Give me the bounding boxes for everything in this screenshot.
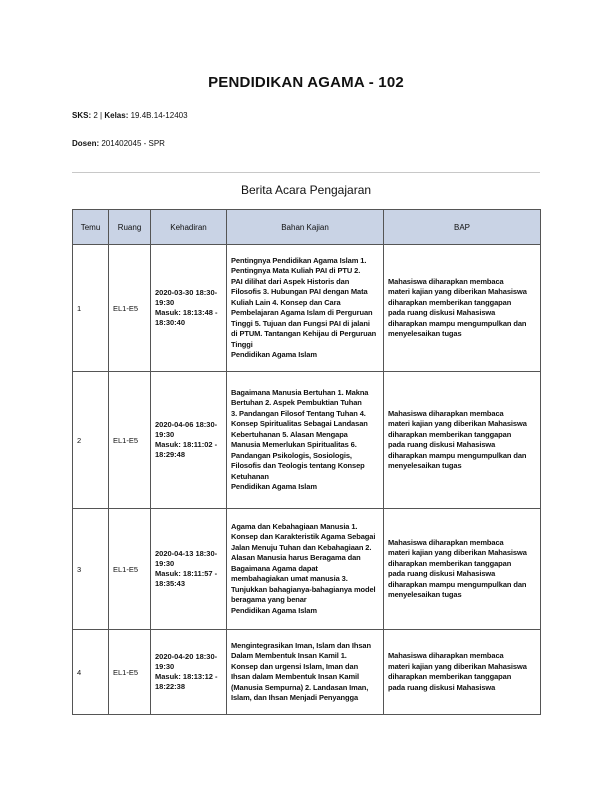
cell-ruang: EL1-E5 [109,630,151,715]
bahan-line: Tunjukkan bahagianya-bahagianya model [231,584,376,594]
course-meta [72,111,188,120]
bahan-line: Filosofis 3. Hubungan PAI dengan Mata [231,287,368,296]
dosen-label: Dosen: [72,139,100,148]
bahan-line: Islam, dan Ihsan Menjadi Penyangga [231,693,359,702]
bahan-line: Bertuhan 2. Aspek Pembuktian Tuhan [231,398,362,407]
bap-line: diharapkan memberikan tanggapan [388,297,512,307]
header-bahan-kajian: Bahan Kajian [227,210,384,245]
kehadiran-line: 2020-04-20 18:30- [155,652,218,661]
kehadiran-line: 19:30 [155,662,175,671]
bap-line: menyelesaikan tugas [388,590,462,599]
cell-ruang: EL1-E5 [109,245,151,372]
bap-line: Mahasiswa diharapkan membaca [388,276,504,286]
bap-line: diharapkan memberikan tanggapan [388,429,512,439]
bahan-line: Pentingnya Mata Kuliah PAI di PTU 2. [231,266,361,275]
table-row [73,630,541,715]
bahan-line: Pendidikan Agama Islam [231,482,317,491]
bap-line: pada ruang diskusi Mahasiswa [388,682,496,692]
cell-bahan-kajian [227,372,384,509]
kehadiran-line: Masuk: 18:13:12 - [155,672,218,681]
bahan-line: Mengintegrasikan Iman, Islam dan Ihsan [231,640,371,650]
header-ruang: Ruang [109,210,151,245]
bahan-line: Ketuhanan [231,471,269,481]
cell-bahan-kajian [227,509,384,630]
cell-kehadiran [151,245,227,372]
cell-kehadiran [151,630,227,715]
cell-temu: 4 [73,630,109,715]
bahan-line: di PTUM. Tantangan Kehijau di Perguruan [231,329,377,338]
sks-label: SKS: [72,111,92,120]
bahan-line: (Manusia Sempurna) 2. Landasan Iman, [231,682,369,692]
cell-ruang: EL1-E5 [109,372,151,509]
divider [72,172,540,173]
kehadiran-line: Masuk: 18:11:02 - [155,440,218,449]
bahan-line: Pendidikan Agama Islam [231,605,317,615]
kehadiran-line: 19:30 [155,298,175,307]
bap-line: Mahasiswa diharapkan membaca [388,537,504,547]
bap-line: diharapkan mampu mengumpulkan dan [388,579,527,589]
cell-temu: 2 [73,372,109,509]
kehadiran-line: 2020-04-13 18:30- [155,549,218,558]
bahan-line: Bagaimana Agama dapat [231,563,318,573]
lecturer-meta [72,139,165,148]
bap-line: materi kajian yang diberikan Mahasiswa [388,419,527,428]
bahan-line: Pandangan Psikologis, Sosiologis, [231,450,352,460]
bahan-line: Pembelajaran Agama Islam di Perguruan [231,308,373,317]
kehadiran-line: 2020-04-06 18:30- [155,420,218,429]
header-kehadiran: Kehadiran [151,210,227,245]
bap-line: pada ruang diskusi Mahasiswa [388,440,496,449]
bahan-line: Pentingnya Pendidikan Agama Islam 1. [231,255,367,265]
bap-line: materi kajian yang diberikan Mahasiswa [388,287,527,296]
bap-line: diharapkan mampu mengumpulkan dan [388,318,527,328]
bahan-line: Manusia Memerlukan Spiritualitas 6. [231,440,357,449]
kehadiran-line: 19:30 [155,430,175,439]
table-row [73,372,541,509]
cell-bap [384,630,541,715]
bap-line: materi kajian yang diberikan Mahasiswa [388,548,527,557]
meta-separator: | [100,111,103,120]
bap-line: diharapkan memberikan tanggapan [388,672,512,681]
sks-value: 2 [93,111,98,120]
bahan-line: Konsep Spiritualitas Sebagai Landasan [231,419,368,428]
bahan-line: Konsep dan Karakteristik Agama Sebagai [231,532,376,542]
cell-bap [384,245,541,372]
bahan-line: PAI dilihat dari Aspek Historis dan [231,276,350,286]
bap-line: menyelesaikan tugas [388,461,462,470]
bap-line: pada ruang diskusi Mahasiswa [388,308,496,317]
section-title: Berita Acara Pengajaran [240,183,372,197]
kehadiran-line: 18:22:38 [155,682,186,691]
bap-line: materi kajian yang diberikan Mahasiswa [388,661,527,671]
bahan-line: Tinggi [231,339,253,349]
kehadiran-line: 18:30:40 [155,318,186,327]
bahan-line: Ihsan dalam Membentuk Insan Kamil [231,672,359,681]
cell-bahan-kajian [227,630,384,715]
bahan-line: Dalam Membentuk Insan Kamil 1. [231,651,347,660]
cell-temu: 1 [73,245,109,372]
cell-kehadiran [151,509,227,630]
header-temu: Temu [73,210,109,245]
bap-line: Mahasiswa diharapkan membaca [388,408,504,418]
table-row [73,245,541,372]
bap-line: pada ruang diskusi Mahasiswa [388,569,496,578]
bahan-line: Pendidikan Agama Islam [231,350,317,359]
bahan-line: membahagiakan umat manusia 3. [231,574,348,584]
bahan-line: 3. Pandangan Filosof Tentang Tuhan 4. [231,408,366,418]
kelas-value: 19.4B.14-12403 [130,111,188,120]
kehadiran-line: 18:29:48 [155,450,186,459]
kehadiran-line: 19:30 [155,559,175,568]
kehadiran-line: 18:35:43 [155,579,186,588]
bahan-line: Jalan Menuju Tuhan dan Kebahagiaan 2. [231,542,372,552]
bahan-line: Kuliah Lain 4. Konsep dan Cara [231,297,341,307]
header-bap: BAP [384,210,541,245]
bahan-line: Konsep dan urgensi Islam, Iman dan [231,661,359,671]
table-header-row [73,210,541,245]
kehadiran-line: Masuk: 18:13:48 - [155,308,218,317]
cell-bap [384,509,541,630]
dosen-value: 201402045 - SPR [101,139,165,148]
bap-line: diharapkan mampu mengumpulkan dan [388,450,527,460]
bap-line: menyelesaikan tugas [388,329,462,338]
table-row [73,509,541,630]
bahan-line: Alasan Manusia harus Beragama dan [231,553,361,563]
kelas-label: Kelas: [104,111,129,120]
bahan-line: Tinggi 5. Tujuan dan Fungsi PAI di jalani [231,318,370,328]
kehadiran-line: 2020-03-30 18:30- [155,288,218,297]
bahan-line: Agama dan Kebahagiaan Manusia 1. [231,521,358,531]
bahan-line: Kebertuhanan 5. Alasan Mengapa [231,429,348,439]
cell-kehadiran [151,372,227,509]
kehadiran-line: Masuk: 18:11:57 - [155,569,218,578]
bap-line: diharapkan memberikan tanggapan [388,558,512,568]
cell-bahan-kajian [227,245,384,372]
bahan-line: beragama yang benar [231,595,307,605]
bahan-line: Filosofis dan Teologis tentang Konsep [231,461,365,470]
page-title: PENDIDIKAN AGAMA - 102 [208,74,404,91]
bahan-line: Bagaimana Manusia Bertuhan 1. Makna [231,387,369,397]
teaching-log-table [72,209,541,715]
bap-line: Mahasiswa diharapkan membaca [388,651,504,660]
cell-temu: 3 [73,509,109,630]
cell-bap [384,372,541,509]
cell-ruang: EL1-E5 [109,509,151,630]
